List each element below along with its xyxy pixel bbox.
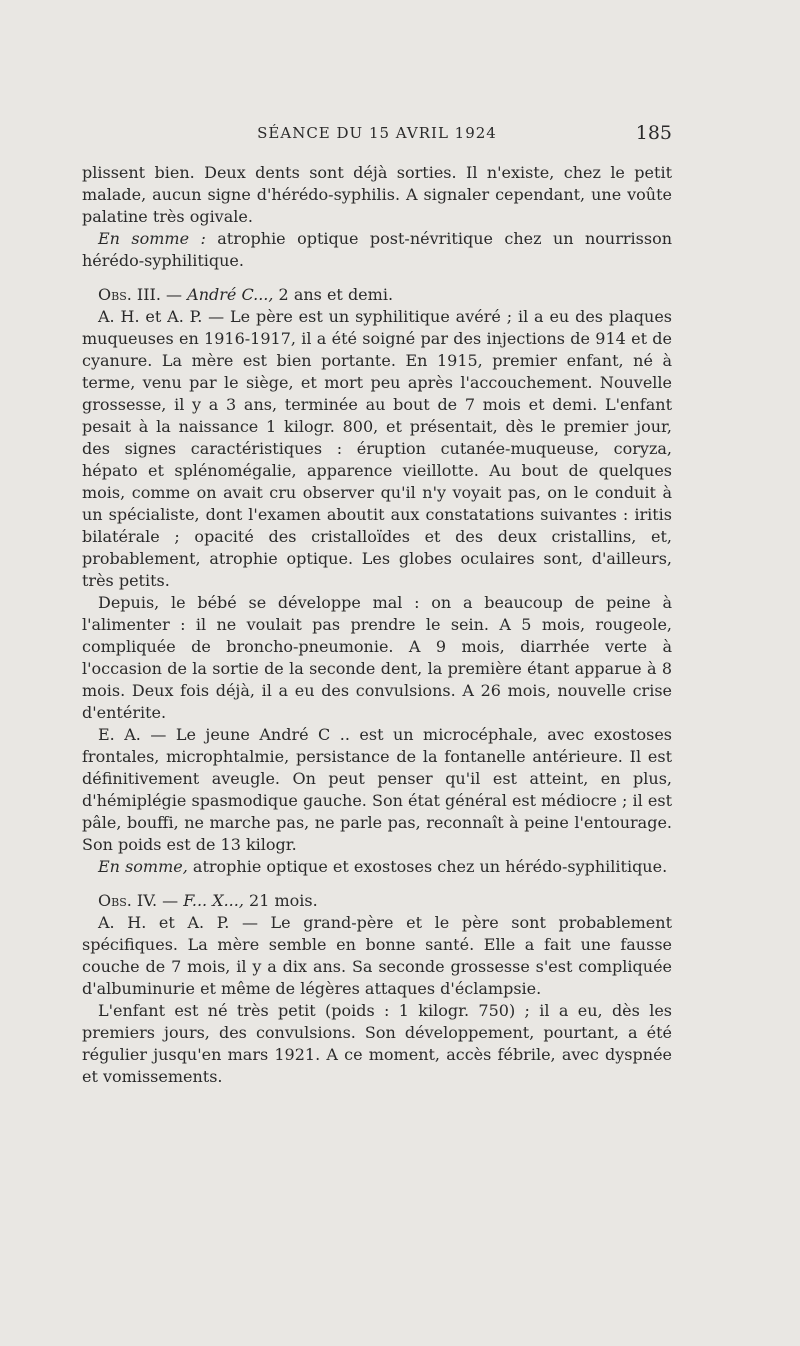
patient-age: 2 ans et demi.	[278, 285, 394, 304]
paragraph: E. A. — Le jeune André C .. est un microcéphale, avec exostoses frontales, microphtalmie, persistance de la fontanelle antérieure. Il est définitivement aveugle. On peut penser qu'il est atteint, en plus, d'hémiplégie spasmodique gauche. Son état général est médiocre ; il est pâle, bouffi, ne marche pas, ne parle pas, reconnaît à peine l'entourage. Son poids est de 13 kilogr.	[82, 725, 672, 854]
observation-label: Obs. III.	[98, 285, 161, 304]
page-header	[82, 124, 672, 150]
paragraph-text: atrophie optique post-névritique chez un nourrisson hérédo-syphilitique.	[82, 229, 673, 270]
observation-heading	[82, 890, 672, 912]
body-text	[82, 162, 672, 1088]
dash: —	[157, 891, 184, 910]
page-number: 185	[635, 122, 672, 144]
paragraph: A. H. et A. P. — Le grand-père et le père sont probablement spécifiques. La mère semble en bonne santé. Elle a fait une fausse couche de 7 mois, il y a dix ans. Sa seconde grossesse s'est compliquée d'albuminurie et même de légères attaques d'éclampsie.	[82, 913, 672, 998]
observation-label: Obs. IV.	[98, 891, 158, 910]
paragraph-label: En somme :	[98, 229, 206, 248]
paragraph-text: atrophie optique et exostoses chez un hérédo-syphilitique.	[187, 857, 668, 876]
paragraph-label: En somme,	[98, 857, 188, 876]
patient-age: 21 mois.	[249, 891, 318, 910]
paragraph: A. H. et A. P. — Le père est un syphilitique avéré ; il a eu des plaques muqueuses en 1916-1917, il a été soigné par des injections de 914 et de cyanure. La mère est bien portante. En 1915, premier enfant, né à terme, venu par le siège, et mort peu après l'accouchement. Nouvelle grossesse, il y a 3 ans, terminée au bout de 7 mois et demi. L'enfant pesait à la naissance 1 kilogr. 800, et présentait, dès le premier jour, des signes caractéristiques : éruption cutanée-muqueuse, coryza, hépato et splénomégalie, apparence vieillotte. Au bout de quelques mois, comme on avait cru observer qu'il n'y voyait pas, on le conduit à un spécialiste, dont l'examen aboutit aux constatations suivantes : iritis bilatérale ; opacité des cristalloïdes et des deux cristallins, et, probablement, atrophie optique. Les globes oculaires sont, d'ailleurs, très petits.	[82, 307, 672, 590]
paragraph: plissent bien. Deux dents sont déjà sorties. Il n'existe, chez le petit malade, aucun signe d'hérédo-syphilis. A signaler cependant, une voûte palatine très ogivale.	[82, 163, 672, 226]
running-head: SÉANCE DU 15 AVRIL 1924	[257, 124, 497, 142]
paragraph	[82, 856, 672, 878]
dash: —	[160, 285, 188, 304]
paragraph	[82, 228, 672, 272]
paragraph: L'enfant est né très petit (poids : 1 kilogr. 750) ; il a eu, dès les premiers jours, des convulsions. Son développement, pourtant, a été régulier jusqu'en mars 1921. A ce moment, accès fébrile, avec dyspnée et vomissements.	[82, 1001, 672, 1086]
paragraph: Depuis, le bébé se développe mal : on a beaucoup de peine à l'alimenter : il ne voulait pas prendre le sein. A 5 mois, rougeole, compliquée de broncho-pneumonie. A 9 mois, diarrhée verte à l'occasion de la sortie de la seconde dent, la première étant apparue à 8 mois. Deux fois déjà, il a eu des convulsions. A 26 mois, nouvelle crise d'entérite.	[82, 593, 672, 722]
patient-name: F... X...,	[183, 891, 250, 910]
observation-heading	[82, 284, 672, 306]
patient-name: André C...,	[187, 285, 279, 304]
